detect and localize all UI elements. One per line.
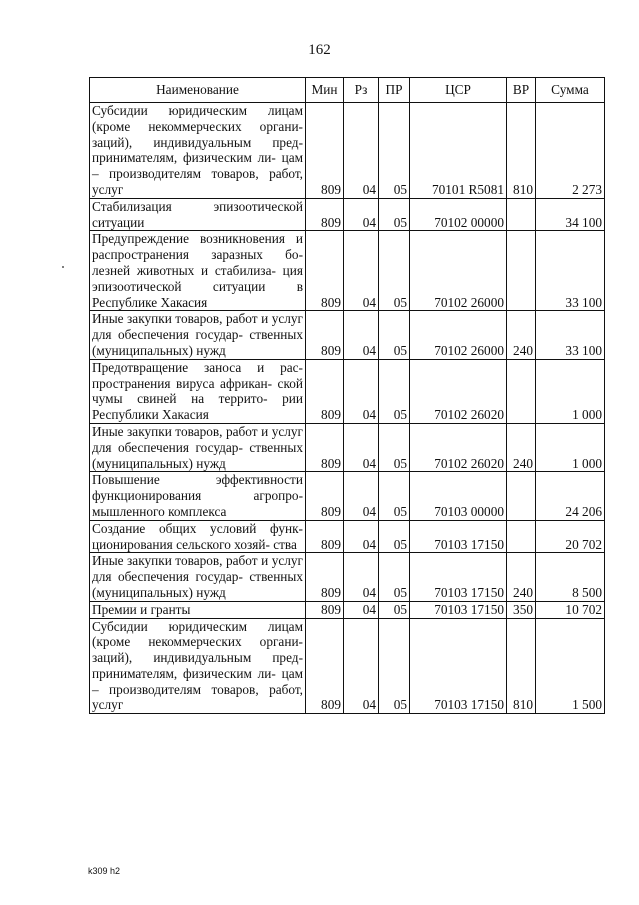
row-name-line: Субсидии юридическим лицам	[92, 618, 303, 634]
header-vr: ВР	[507, 78, 536, 103]
row-name	[90, 601, 306, 618]
row-name	[90, 198, 306, 231]
row-name-line: нужд	[196, 455, 226, 471]
row-name	[90, 553, 306, 601]
row-name	[90, 618, 306, 714]
row-sum: 1 000	[536, 423, 605, 471]
row-name-line: Иные закупки товаров, работ и	[92, 311, 269, 327]
row-csr: 70103 17150	[410, 520, 507, 553]
row-name-line: Повышение эффективности	[92, 472, 303, 488]
row-rz: 04	[344, 359, 379, 423]
row-name	[90, 231, 306, 311]
header-pr: ПР	[379, 78, 410, 103]
row-name-line: Премии и гранты	[92, 601, 191, 617]
row-name	[90, 103, 306, 199]
row-pr: 05	[379, 472, 410, 520]
row-name-line: ственных (муниципальных)	[92, 569, 304, 600]
row-name-line: принимателям, физическим ли-	[92, 665, 276, 681]
row-csr: 70102 26000	[410, 231, 507, 311]
row-sum: 33 100	[536, 231, 605, 311]
row-name-line: нужд	[196, 342, 226, 358]
row-name-line: Создание общих условий функ-	[92, 520, 303, 536]
row-name-line: услуг для обеспечения государ-	[92, 423, 303, 455]
row-pr: 05	[379, 520, 410, 553]
budget-table	[89, 77, 605, 714]
row-sum: 2 273	[536, 103, 605, 199]
row-csr: 70103 00000	[410, 472, 507, 520]
footer-code: k309 h2	[88, 866, 121, 876]
row-name-line: Республике Хакасия	[92, 294, 208, 310]
row-name-line: лезней животных и стабилиза-	[92, 262, 276, 278]
row-vr: 240	[507, 423, 536, 471]
row-sum: 10 702	[536, 601, 605, 618]
row-rz: 04	[344, 520, 379, 553]
row-vr	[507, 198, 536, 231]
row-rz: 04	[344, 198, 379, 231]
header-name: Наименование	[90, 78, 306, 103]
table-row	[90, 311, 605, 359]
table-row	[90, 423, 605, 471]
row-pr: 05	[379, 553, 410, 601]
row-min: 809	[306, 472, 344, 520]
row-name-line: (кроме некоммерческих органи-	[92, 634, 303, 650]
header-rz: Рз	[344, 78, 379, 103]
row-pr: 05	[379, 231, 410, 311]
row-sum: 1 000	[536, 359, 605, 423]
row-name-line: цам – производителям товаров,	[92, 150, 304, 182]
row-name-line: принимателям, физическим ли-	[92, 150, 276, 166]
table-row	[90, 231, 605, 311]
row-name-line: услуг для обеспечения государ-	[92, 553, 303, 585]
header-csr: ЦСР	[410, 78, 507, 103]
row-min: 809	[306, 520, 344, 553]
row-name-line: работ, услуг	[92, 681, 304, 713]
row-pr: 05	[379, 198, 410, 231]
row-rz: 04	[344, 601, 379, 618]
row-name-line: Иные закупки товаров, работ и	[92, 553, 269, 569]
row-name-line: Стабилизация эпизоотической	[92, 198, 303, 214]
row-csr: 70102 26000	[410, 311, 507, 359]
table-row	[90, 359, 605, 423]
scan-speck	[62, 266, 64, 268]
row-name-line: услуг для обеспечения государ-	[92, 311, 303, 343]
row-pr: 05	[379, 423, 410, 471]
row-name-line: заций), индивидуальным пред-	[92, 650, 303, 666]
row-min: 809	[306, 618, 344, 714]
row-min: 809	[306, 601, 344, 618]
row-name-line: ситуации	[92, 214, 145, 230]
row-sum: 33 100	[536, 311, 605, 359]
row-name-line: ственных (муниципальных)	[92, 439, 304, 471]
row-rz: 04	[344, 311, 379, 359]
header-sum: Сумма	[536, 78, 605, 103]
row-rz: 04	[344, 472, 379, 520]
row-name	[90, 423, 306, 471]
row-min: 809	[306, 231, 344, 311]
row-csr: 70102 00000	[410, 198, 507, 231]
row-vr	[507, 520, 536, 553]
row-csr: 70101 R5081	[410, 103, 507, 199]
row-name-line: Предотвращение заноса и рас-	[92, 359, 303, 375]
row-name-line: (кроме некоммерческих органи-	[92, 118, 303, 134]
row-vr: 240	[507, 553, 536, 601]
row-csr: 70103 17150	[410, 553, 507, 601]
row-name-line: ция эпизоотической ситуации в	[92, 262, 304, 294]
row-sum: 34 100	[536, 198, 605, 231]
row-vr	[507, 231, 536, 311]
table-body	[90, 103, 605, 714]
row-name-line: и распространения заразных бо-	[92, 231, 303, 263]
row-sum: 24 206	[536, 472, 605, 520]
row-name-line: заций), индивидуальным пред-	[92, 134, 303, 150]
row-pr: 05	[379, 103, 410, 199]
row-name	[90, 472, 306, 520]
header-row	[90, 78, 605, 103]
row-min: 809	[306, 423, 344, 471]
row-name-line: работ, услуг	[92, 166, 304, 197]
row-csr: 70103 17150	[410, 601, 507, 618]
row-name-line: ственных (муниципальных)	[92, 327, 304, 358]
row-rz: 04	[344, 553, 379, 601]
row-name-line: ционирования сельского хозяй-	[92, 536, 270, 552]
row-name-line: Иные закупки товаров, работ и	[92, 423, 269, 439]
row-csr: 70103 17150	[410, 618, 507, 714]
page-number: 162	[308, 42, 331, 58]
table-row	[90, 472, 605, 520]
row-name	[90, 520, 306, 553]
table-row	[90, 520, 605, 553]
row-vr: 350	[507, 601, 536, 618]
table-row	[90, 553, 605, 601]
header-min: Мин	[306, 78, 344, 103]
row-name	[90, 311, 306, 359]
row-vr: 240	[507, 311, 536, 359]
row-min: 809	[306, 359, 344, 423]
row-vr: 810	[507, 618, 536, 714]
row-name-line: цам – производителям товаров,	[92, 665, 304, 697]
row-vr: 810	[507, 103, 536, 199]
row-sum: 8 500	[536, 553, 605, 601]
row-name-line: пространения вируса африкан-	[92, 375, 273, 391]
row-pr: 05	[379, 359, 410, 423]
row-rz: 04	[344, 423, 379, 471]
row-name-line: нужд	[196, 584, 226, 600]
row-rz: 04	[344, 103, 379, 199]
row-rz: 04	[344, 231, 379, 311]
table-row	[90, 198, 605, 231]
row-pr: 05	[379, 311, 410, 359]
row-csr: 70102 26020	[410, 423, 507, 471]
row-vr	[507, 359, 536, 423]
row-name-line: рии Республики Хакасия	[92, 391, 303, 423]
row-pr: 05	[379, 618, 410, 714]
row-min: 809	[306, 553, 344, 601]
row-min: 809	[306, 198, 344, 231]
table-row	[90, 601, 605, 618]
table-row	[90, 103, 605, 199]
row-name	[90, 359, 306, 423]
row-sum: 1 500	[536, 618, 605, 714]
row-csr: 70102 26020	[410, 359, 507, 423]
row-min: 809	[306, 311, 344, 359]
table-row	[90, 618, 605, 714]
row-name-line: Предупреждение возникновения	[92, 231, 285, 247]
row-name-line: функционирования агропро-	[92, 488, 303, 504]
row-name-line: ской чумы свиней на террито-	[92, 375, 303, 407]
row-name-line: ства	[273, 536, 297, 552]
row-min: 809	[306, 103, 344, 199]
row-rz: 04	[344, 618, 379, 714]
row-sum: 20 702	[536, 520, 605, 553]
row-vr	[507, 472, 536, 520]
row-name-line: мышленного комплекса	[92, 503, 227, 519]
row-pr: 05	[379, 601, 410, 618]
row-name-line: Субсидии юридическим лицам	[92, 103, 303, 118]
